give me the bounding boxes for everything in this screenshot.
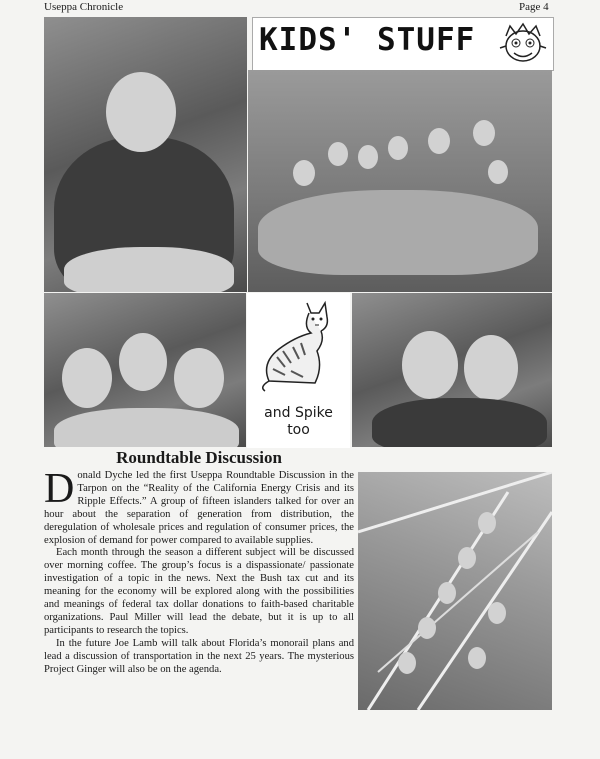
photo-two-women [352, 293, 552, 447]
photo-three-girls [44, 293, 246, 447]
article-title: Roundtable Discussion [116, 448, 282, 467]
kids-stuff-banner [252, 17, 554, 71]
photo-boy-with-sling [44, 17, 247, 292]
cat-icon [255, 297, 343, 393]
cat-caption-line2: too [287, 422, 310, 438]
cartoon-face-icon [496, 22, 550, 66]
article-body [44, 466, 354, 677]
article-paragraph-3: In the future Joe Lamb will talk about Florida’s monorail plans and lead a discussion of transportation in the next 25 years. The mysterious Project Ginger will also be on the agenda. [44, 637, 354, 675]
article-paragraph-2: Each month through the season a different subject will be discussed over morning coffee. The group’s focus is a dispassionate/ passionate investigation of a topic in the news. Next the Bush tax cut and its meaning for the economy will be explored along with the possibilities and meanings of federal tax dollar donations to faith-based charitable organizations. Paul Miller will lead the debate, but it is up to all participants to research the topics. [44, 547, 354, 636]
publication-name: Useppa Chronicle [44, 1, 124, 13]
banner-title: KIDS' STUFF [259, 22, 476, 58]
cat-caption-line1: and Spike [264, 405, 333, 421]
article-paragraph-1: Donald Dyche led the first Useppa Roundtable Discussion in the Tarpon on the “Reality of the California Energy Crisis and its Ripple Effects.” A group of fifteen islanders talked for over an hour about the separation of generation from distribution, the deregulation of wholesale prices and regulation of consumer prices, the explosion of demand for power compared to available supplies. [44, 466, 354, 546]
photo-group-of-children [248, 70, 552, 292]
drop-cap: D [44, 466, 75, 512]
page-number: Page 4 [519, 1, 549, 13]
photo-group-on-stairs [358, 472, 552, 710]
spike-cat-illustration [247, 293, 350, 448]
